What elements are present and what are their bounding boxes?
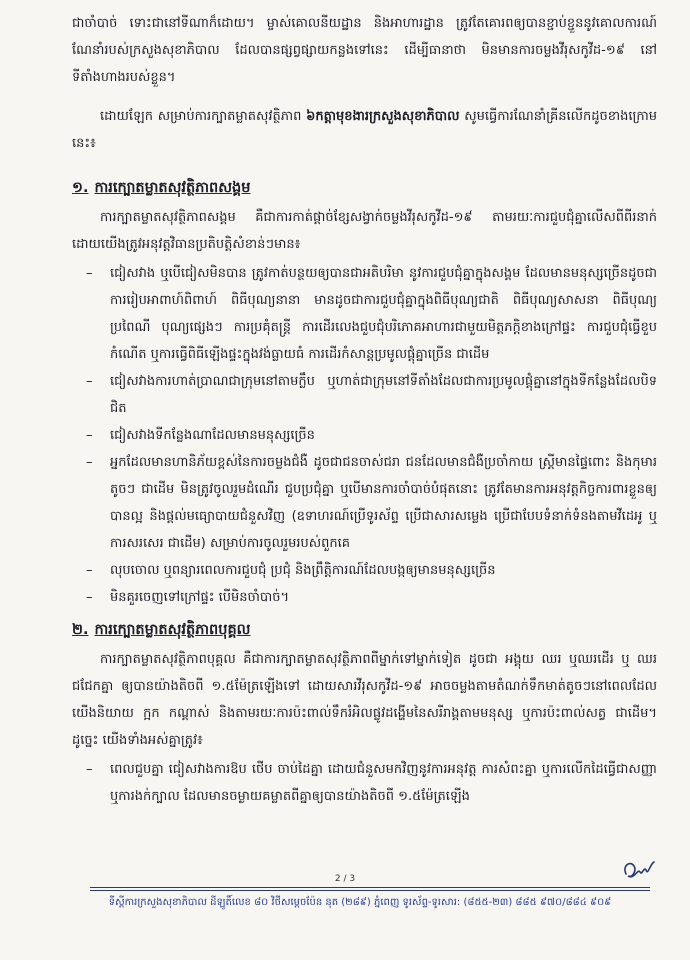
section-2-bullet-list <box>72 756 657 810</box>
list-item-text: អ្នកដែលមានហានិភ័យខ្ពស់នៃការចម្លងជំងឺ ដូចជាជនចាស់ជរា ជនដែលមានជំងឺប្រចាំកាយ ស្ត្រីមានផ្ទៃពោះ និងកុមារតូចៗ ជាដើម មិនត្រូវចូលរួមដំណើរ ជួបប្រជុំគ្នា ឬបើមានការចាំបាច់បំផុតនោះ ត្រូវតែមានការអនុវត្តកិច្ចការពារខ្លួនឲ្យបានល្អ និងផ្តល់មធ្យោបាយជំនួសវិញ (ឧទាហរណ៍ប្រើទូរស័ព្ទ ប្រើជាសារសម្លេង ប្រើជាបែបទំនាក់ទំនងតាមវីដេអូ ឬការសរសេរ ជាដើម) សម្រាប់ការចូលរួមរបស់ពួកគេ <box>110 455 657 551</box>
document-body <box>72 10 657 810</box>
section-1-intro: ការក្បាតម្លាតសុវត្ថិភាពសង្គម គឺជាការកាត់ផ្តាច់ខ្សែសង្វាក់ចម្លងវីរុសកូវីដ-១៩ តាមរយៈការជួបជុំគ្នាលើសពីពីរនាក់ ដោយយើងត្រូវអនុវត្តវិធានប្រតិបត្តិសំខាន់ៗមាន៖ <box>72 210 657 252</box>
section-1-heading <box>72 175 657 202</box>
section-2-title: ការក្បោតម្លាតសុវត្ថិភាពបុគ្គល <box>94 622 251 638</box>
dash-icon: – <box>86 563 93 578</box>
section-1-number: ១. <box>72 180 89 196</box>
dash-icon: – <box>86 428 93 443</box>
list-item-text: មិនគួរចេញទៅក្រៅផ្ទះ បើមិនចាំបាច់។ <box>110 590 290 605</box>
section-1-title: ការក្បោតម្លាតសុវត្ថិភាពសង្គម <box>94 180 251 196</box>
dash-icon: – <box>86 266 93 281</box>
list-item-text: លុបចោល ឬពន្យារពេលការជួបជុំ ប្រជុំ និងព្រឹត្តិការណ៍ដែលបង្កឲ្យមានមនុស្សច្រើន <box>110 563 496 578</box>
second-paragraph-bold: ៦កត្តាមុខងារក្រសួងសុខាភិបាល <box>306 109 460 124</box>
second-paragraph-end: សូមធ្វើការណែនាំគ្រីនលើកដូចខាងក្រោមនេះ៖ <box>72 109 657 151</box>
dash-icon: – <box>86 374 93 389</box>
page-number: 2 / 3 <box>334 874 356 884</box>
list-item <box>72 557 657 584</box>
second-paragraph <box>72 103 657 157</box>
list-item-text: ជៀសវាងទីកន្លែងណាដែលមានមនុស្សច្រើន <box>110 428 315 443</box>
footer-address: ទីស្តីការក្រសួងសុខាភិបាល ដីឡូតិ៍លេខ ៨០ វិថីសម្តេចប៉ែន នុត (២៨៩) ភ្នំពេញ ទូរស័ព្ទ-ទូរសារ: (៨៥៥-២៣) ៨៨៥ ៩៧០/៨៨៤ ៩០៩ <box>108 897 612 908</box>
section-2-heading <box>72 617 657 644</box>
dash-icon: – <box>86 455 93 470</box>
spacer <box>72 157 657 169</box>
dash-icon: – <box>86 590 93 605</box>
list-item-text: ជៀសវាងការហាត់ប្រាណជាក្រុមនៅតាមក្លឹប ឬហាត់ជាក្រុមនៅទីតាំងដែលជាការប្រមូលផ្តុំគ្នានៅក្នុងទីកន្លែងដែលបិទជិត <box>110 374 657 416</box>
list-item-text: ជៀសវាង ឬបើជៀសមិនបាន ត្រូវកាត់បន្ថយឲ្យបានជាអតិបរិមា នូវការជួបជុំគ្នាក្នុងសង្គម ដែលមានមនុស្សច្រើនដូចជា ការរៀបអាពាហ៍ពិពាហ៍ ពិធីបុណ្យនានា មានដូចជាការជួបជុំគ្នាក្នុងពិធីបុណ្យជាតិ ពិធីបុណ្យសាសនា ពិធីបុណ្យប្រពៃណី បុណ្យផ្សេងៗ ការប្រគុំតន្ត្រី ការដើរលេងជួបជុំបរិភោគអាហារជាមួយមិត្តភក្តិខាងក្រៅផ្ទះ ការជួបជុំធ្វើខួបកំណើត ឬការធ្វើពិធីឡើងផ្ទះក្នុងវង់ធ្លាយធំ ការដើរកំសាន្តប្រមូលផ្តុំគ្នាច្រើន ជាដើម <box>110 266 657 362</box>
footer-divider-thin <box>90 890 650 891</box>
list-item <box>72 449 657 557</box>
list-item <box>72 584 657 611</box>
section-2-intro: ការក្បាតម្លាតសុវត្ថិភាពបុគ្គល គឺជាការក្បាតម្លាតសុវត្ថិភាពពីម្នាក់ទៅម្នាក់ទៀត ដូចជា អង្គុយ ឈរ ឬឈរដើរ ឬ ឈរជជែកគ្នា ឲ្យបានយ៉ាងតិចពី ១.៥ម៉ែត្រឡើងទៅ ដោយសារវីរុសកូវីដ-១៩ អាចចម្លងតាមតំណក់ទឹកមាត់តូចៗនៅពេលដែលយើងនិយាយ ក្អក កណ្តាស់ និងតាមរយៈការប៉ះពាល់ទឹករំអិលផ្លូវដង្ហើមនៃសរីរាង្គតាមមនុស្ស ឬការប៉ះពាល់សត្វ ជាដើម។ ដូច្នេះ យើងទាំងអស់គ្នាត្រូវ៖ <box>72 652 657 748</box>
footer-divider <box>90 887 650 888</box>
list-item <box>72 422 657 449</box>
intro-paragraph: ជាចាំបាច់ ទោះជានៅទីណាក៏ដោយ។ ម្ចាស់គោលនីយដ្ឋាន និងអាហារដ្ឋាន ត្រូវតែគោរពឲ្យបានខ្ជាប់ខ្ជួននូវគោលការណ៍ណែនាំរបស់ក្រសួងសុខាភិបាល ដែលបានផ្សព្វផ្សាយកន្លងទៅនេះ ដើម្បីធានាថា មិនមានការចម្លងវីរុសកូវីដ-១៩ នៅទីតាំងហាងរបស់ខ្លួន។ <box>72 16 657 85</box>
list-item-text: ពេលជួបគ្នា ជៀសវាងការឱប ថើប ចាប់ដៃគ្នា ដោយជំនួសមកវិញនូវការអនុវត្ត ការសំពះគ្នា ឬការលើកដៃធ្វើជាសញ្ញា ឬការងក់ក្បាល ដែលមានចម្ងាយគម្លាតពីគ្នាឲ្យបានយ៉ាងតិចពី ១.៥ម៉ែត្រឡើង <box>110 762 657 804</box>
list-item <box>72 368 657 422</box>
list-item <box>72 756 657 810</box>
section-1-bullet-list <box>72 260 657 611</box>
list-item <box>72 260 657 368</box>
dash-icon: – <box>86 762 93 777</box>
spacer <box>72 91 657 103</box>
second-paragraph-start: ដោយឡែក សម្រាប់ការក្បាតម្លាតសុវត្ថិភាព <box>100 109 302 124</box>
section-2-number: ២. <box>72 622 89 638</box>
